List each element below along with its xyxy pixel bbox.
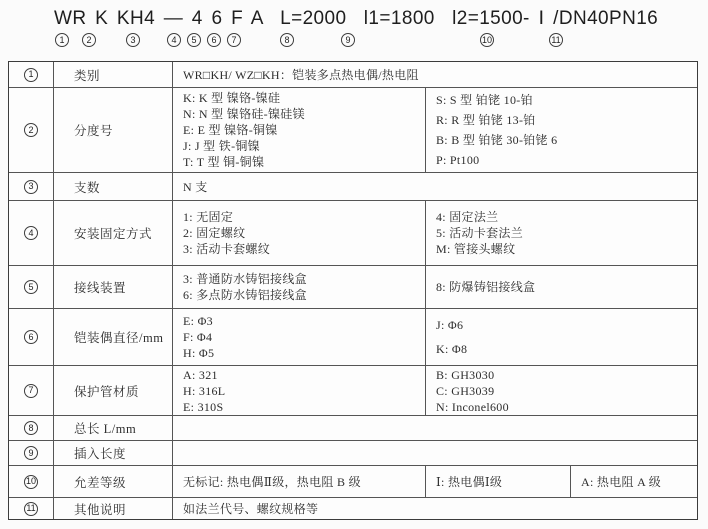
row-value-cell: [173, 466, 426, 497]
table-row-sheath-material: [9, 366, 697, 416]
row-value-cell: [173, 498, 697, 519]
table-row-tolerance-class: [9, 466, 697, 498]
cell-line: 4: 固定法兰: [436, 210, 499, 224]
cell-line: 无标记: 热电偶Ⅱ级，热电阻 B 级: [183, 474, 361, 489]
cell-line: N: N 型 镍铬硅-镍硅镁: [183, 107, 305, 121]
table-row-other-notes: [9, 498, 697, 519]
cell-line: B: GH3030: [436, 367, 495, 382]
cell-line: J: Φ6: [436, 318, 464, 332]
row-number-cell: [9, 441, 54, 465]
cell-line: J: J 型 铁-铜镍: [183, 139, 260, 153]
row-label: 插入长度: [54, 441, 173, 465]
cell-line: 3: 普通防水铸铝接线盒: [183, 272, 307, 286]
cell-line: F: Φ4: [183, 330, 213, 344]
table-row-mounting: [9, 201, 697, 266]
model-code: WR K KH4 — 4 6 F A L=2000 l1=1800 l2=1500- Ⅰ /DN40PN16: [54, 8, 659, 29]
table-row-total-length: [9, 416, 697, 441]
row-value-cell: [426, 201, 697, 265]
cell-line: Ⅰ: 热电偶Ⅰ级: [436, 474, 503, 489]
marker-6-icon: 6: [207, 33, 221, 47]
table-row-count: [9, 173, 697, 201]
cell-line: S: S 型 铂铑 10-铂: [436, 93, 533, 107]
row-value-cell-empty: [173, 441, 697, 465]
row-number-badge: 7: [24, 384, 38, 398]
row-label: 类别: [54, 62, 173, 87]
row-value-cell: [173, 266, 426, 308]
row-value-cell: [173, 88, 426, 172]
cell-line: P: Pt100: [436, 153, 480, 167]
table-row-terminal-box: [9, 266, 697, 309]
cell-line: T: T 型 铜-铜镍: [183, 155, 265, 169]
cell-line: E: E 型 镍铬-铜镍: [183, 123, 278, 137]
row-number-cell: [9, 466, 54, 497]
cell-line: 8: 防爆铸铝接线盒: [436, 280, 536, 294]
cell-line: H: 316L: [183, 383, 226, 398]
row-value-cell: [426, 266, 697, 308]
row-number-cell: [9, 309, 54, 365]
cell-line: E: 310S: [183, 399, 224, 414]
cell-line: M: 管接头螺纹: [436, 242, 516, 256]
table-row-insertion-length: [9, 441, 697, 466]
row-value-cell: [173, 201, 426, 265]
cell-line: H: Φ5: [183, 346, 215, 360]
table-row-graduation: [9, 88, 697, 173]
row-number-badge: 9: [24, 446, 38, 460]
cell-line: R: R 型 铂铑 13-铂: [436, 113, 536, 127]
row-label: 接线装置: [54, 266, 173, 308]
row-value-cell: [426, 366, 697, 415]
cell-line: 2: 固定螺纹: [183, 226, 246, 240]
position-markers: [0, 33, 708, 50]
row-number-cell: [9, 88, 54, 172]
cell-line: WR□KH/ WZ□KH：铠装多点热电偶/热电阻: [183, 67, 419, 82]
row-label: 允差等级: [54, 466, 173, 497]
row-label: 保护管材质: [54, 366, 173, 415]
cell-line: 6: 多点防水铸铝接线盒: [183, 288, 307, 302]
cell-line: N: Inconel600: [436, 399, 509, 414]
marker-11-icon: 11: [549, 33, 563, 47]
row-label: 铠装偶直径/mm: [54, 309, 173, 365]
row-label: 安装固定方式: [54, 201, 173, 265]
marker-9-icon: 9: [341, 33, 355, 47]
table-row-category: [9, 62, 697, 88]
cell-line: K: Φ8: [436, 342, 468, 356]
row-number-badge: 6: [24, 330, 38, 344]
row-number-cell: [9, 416, 54, 440]
row-number-badge: 11: [24, 502, 38, 516]
marker-1-icon: 1: [55, 33, 69, 47]
table-row-sheath-diameter: [9, 309, 697, 366]
row-number-cell: [9, 498, 54, 519]
marker-4-icon: 4: [167, 33, 181, 47]
row-number-badge: 10: [24, 475, 38, 489]
cell-line: 5: 活动卡套法兰: [436, 226, 524, 240]
row-value-cell-empty: [173, 416, 697, 440]
row-value-cell: [426, 466, 571, 497]
marker-5-icon: 5: [187, 33, 201, 47]
cell-line: A: 321: [183, 367, 218, 382]
marker-8-icon: 8: [280, 33, 294, 47]
cell-line: B: B 型 铂铑 30-铂铑 6: [436, 133, 558, 147]
cell-line: 1: 无固定: [183, 210, 234, 224]
row-number-badge: 4: [24, 226, 38, 240]
cell-line: 如法兰代号、螺纹规格等: [183, 501, 319, 516]
row-value-cell: [173, 309, 426, 365]
cell-line: C: GH3039: [436, 383, 495, 398]
row-value-cell: [426, 88, 697, 172]
cell-line: N 支: [183, 179, 208, 194]
row-number-badge: 3: [24, 180, 38, 194]
row-value-cell: [173, 173, 697, 200]
cell-line: A: 热电阻 A 级: [581, 474, 662, 489]
row-value-cell: [426, 309, 697, 365]
row-number-cell: [9, 201, 54, 265]
marker-3-icon: 3: [126, 33, 140, 47]
ordering-code-table: [8, 61, 698, 520]
row-number-badge: 1: [24, 68, 38, 82]
row-label: 其他说明: [54, 498, 173, 519]
row-number-cell: [9, 266, 54, 308]
cell-line: E: Φ3: [183, 314, 213, 328]
row-number-badge: 8: [24, 421, 38, 435]
row-number-cell: [9, 62, 54, 87]
row-value-cell: [571, 466, 697, 497]
row-number-badge: 5: [24, 280, 38, 294]
row-number-cell: [9, 173, 54, 200]
marker-2-icon: 2: [82, 33, 96, 47]
cell-line: 3: 活动卡套螺纹: [183, 242, 271, 256]
row-number-cell: [9, 366, 54, 415]
row-value-cell: [173, 366, 426, 415]
row-label: 总长 L/mm: [54, 416, 173, 440]
marker-7-icon: 7: [227, 33, 241, 47]
row-value-cell: [173, 62, 697, 87]
marker-10-icon: 10: [480, 33, 494, 47]
row-number-badge: 2: [24, 123, 38, 137]
row-label: 分度号: [54, 88, 173, 172]
row-label: 支数: [54, 173, 173, 200]
cell-line: K: K 型 镍铬-镍硅: [183, 91, 281, 105]
